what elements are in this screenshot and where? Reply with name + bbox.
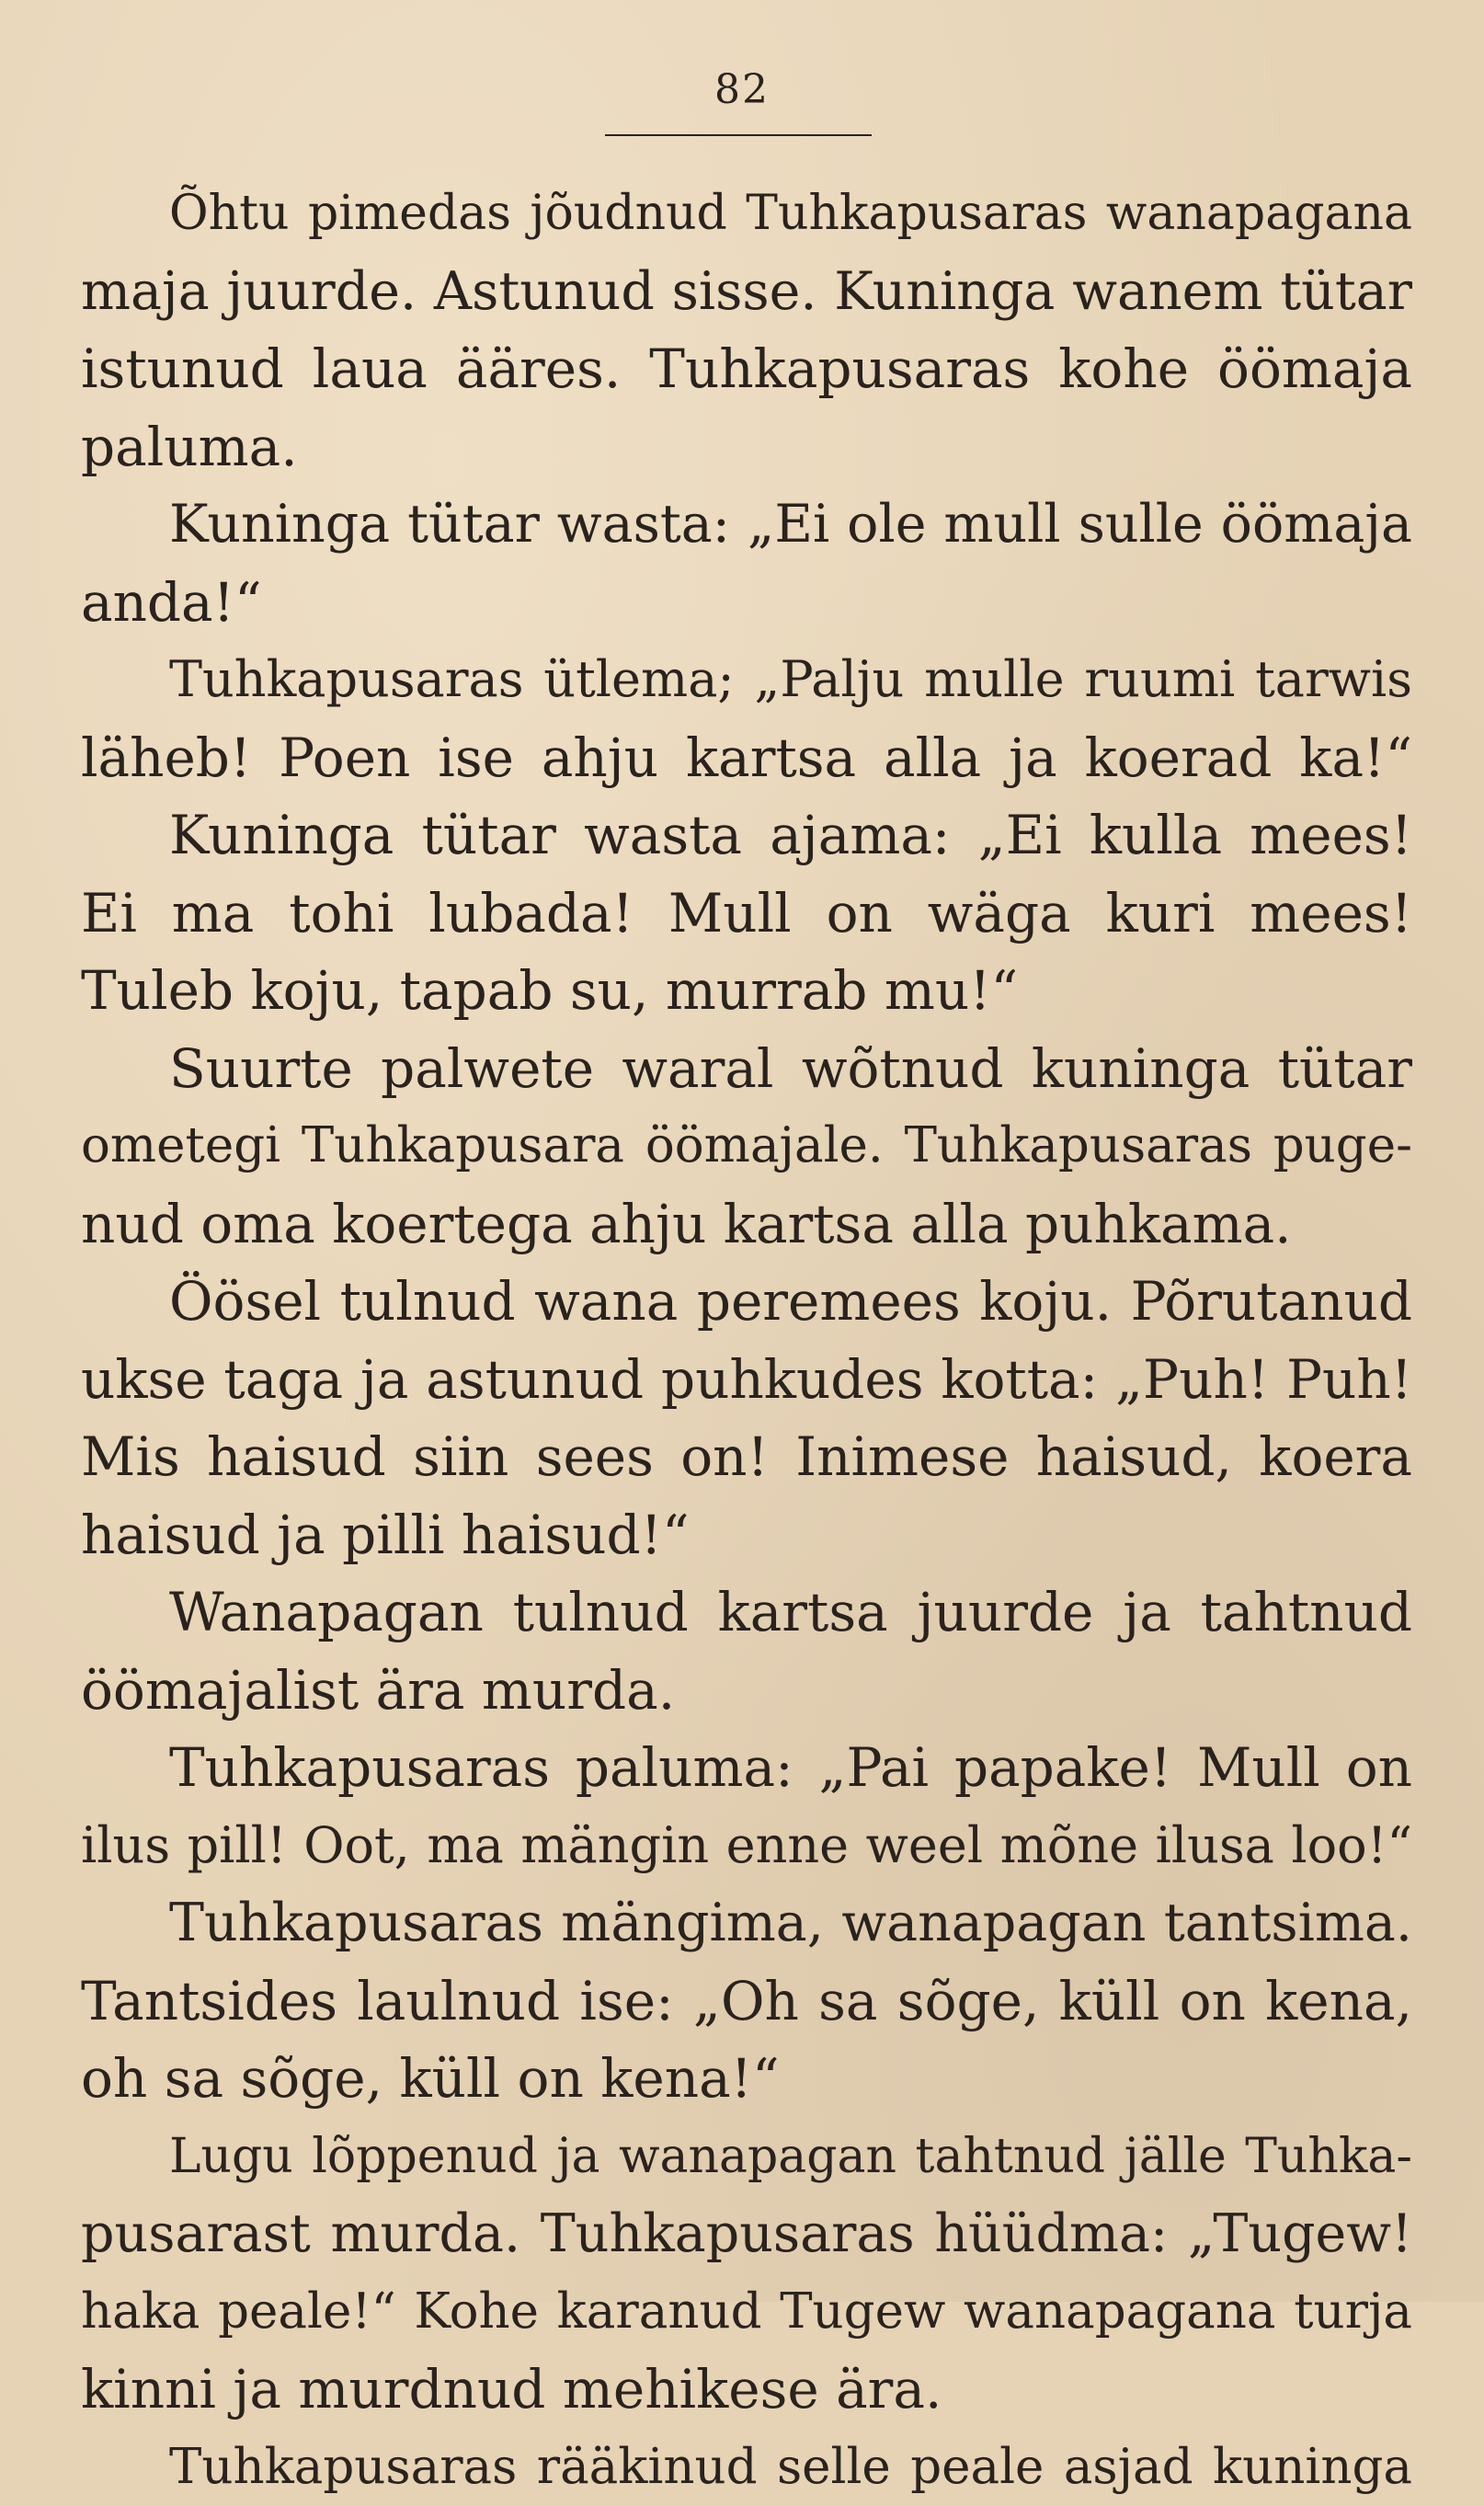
text-line: Wanapagan tulnud kartsa juurde ja tahtnud — [81, 1573, 1412, 1652]
text-line: öömajalist ära murda. — [81, 1652, 1412, 1730]
text-line: Tuleb koju, tapab su, murrab mu!“ — [81, 952, 1412, 1030]
text-line: Mis haisud siin sees on! Inimese haisud, koera — [81, 1418, 1412, 1496]
text-line: Lugu lõppenud ja wanapagan tahtnud jälle Tuhka- — [81, 2118, 1412, 2196]
text-line: maja juurde. Astunud sisse. Kuninga wanem tütar — [81, 253, 1412, 331]
text-line: Öösel tulnud wana peremees koju. Põrutanud — [81, 1263, 1412, 1341]
text-line: Suurte palwete waral wõtnud kuninga tütar — [81, 1030, 1412, 1108]
text-line: haisud ja pilli haisud!“ — [81, 1496, 1412, 1574]
text-line: oh sa sõge, küll on kena!“ — [81, 2040, 1412, 2118]
text-line: läheb! Poen ise ahju kartsa alla ja koerad ka!“ — [81, 719, 1412, 797]
text-line: ometegi Tuhkapusara öömajale. Tuhkapusaras puge- — [81, 1107, 1412, 1185]
header-rule — [605, 134, 872, 136]
body-text — [81, 175, 1412, 2506]
text-line: Tantsides laulnud ise: „Oh sa sõge, küll on kena, — [81, 1962, 1412, 2041]
text-line: Ei ma tohi lubada! Mull on wäga kuri mees! — [81, 875, 1412, 953]
text-line: anda!“ — [81, 564, 1412, 642]
text-line: Tuhkapusaras mängima, wanapagan tantsima. — [81, 1884, 1412, 1962]
text-line: Õhtu pimedas jõudnud Tuhkapusaras wanapagana — [81, 175, 1412, 253]
page-number: 82 — [0, 66, 1484, 113]
text-line: haka peale!“ Kohe karanud Tugew wanapagana turja — [81, 2273, 1412, 2352]
text-line: Tuhkapusaras ütlema; „Palju mulle ruumi tarwis — [81, 641, 1412, 719]
text-line: Tuhkapusaras rääkinud selle peale asjad kuninga — [81, 2429, 1412, 2506]
text-line: ukse taga ja astunud puhkudes kotta: „Puh! Puh! — [81, 1341, 1412, 1419]
text-line: ilus pill! Oot, ma mängin enne weel mõne ilusa loo!“ — [81, 1807, 1412, 1885]
text-line: Kuninga tütar wasta ajama: „Ei kulla mees! — [81, 796, 1412, 875]
text-line: nud oma koertega ahju kartsa alla puhkama. — [81, 1185, 1412, 1264]
text-line: Tuhkapusaras paluma: „Pai papake! Mull on — [81, 1729, 1412, 1807]
text-line: paluma. — [81, 408, 1412, 486]
text-line: Kuninga tütar wasta: „Ei ole mull sulle öömaja — [81, 486, 1412, 564]
text-line: kinni ja murdnud mehikese ära. — [81, 2351, 1412, 2429]
text-line: pusarast murda. Tuhkapusaras hüüdma: „Tugew! — [81, 2195, 1412, 2273]
text-line: istunud laua ääres. Tuhkapusaras kohe öömaja — [81, 330, 1412, 408]
